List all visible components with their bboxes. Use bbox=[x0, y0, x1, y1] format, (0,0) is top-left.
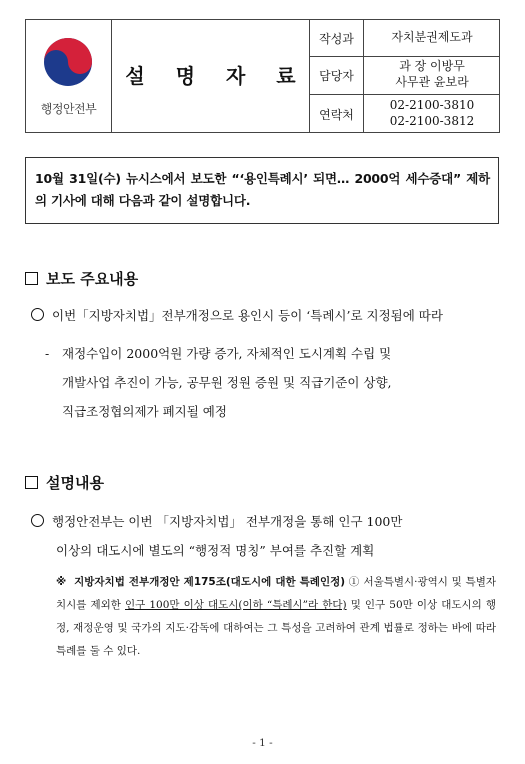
page-number: - 1 - bbox=[252, 737, 273, 749]
label-author-dept: 작성과 bbox=[319, 32, 354, 46]
section1-sub-line-1: 재정수입이 2000억원 가량 증가, 자체적인 도시계획 수립 및 bbox=[62, 346, 392, 361]
section1-sub-dash: - bbox=[45, 346, 50, 361]
section1-bullet bbox=[31, 302, 501, 329]
square-bullet-icon bbox=[25, 272, 38, 285]
note-mark: ※ bbox=[56, 576, 67, 588]
section-heading-text: 보도 주요내용 bbox=[46, 270, 139, 288]
label-contact-person: 담당자 bbox=[319, 69, 354, 83]
section-heading-text: 설명내용 bbox=[46, 474, 104, 492]
taegeuk-emblem-icon bbox=[42, 36, 94, 88]
ministry-name: 행정안전부 bbox=[40, 102, 97, 116]
header-table bbox=[25, 19, 500, 133]
summary-box: 10월 31일(수) 뉴시스에서 보도한 “‘용인특례시’ 되면… 2000억 세수증대” 제하의 기사에 대해 다음과 같이 설명합니다. bbox=[25, 157, 499, 224]
section2-bullet-line-2: 이상의 대도시에 별도의 “행정적 명칭” 부여를 추진할 계획 bbox=[56, 543, 375, 558]
note-text-underlined: 인구 100만 이상 대도시(이하 “특례시”라 한다) bbox=[125, 599, 347, 611]
circle-bullet-icon bbox=[31, 308, 44, 321]
value-phone-2: 02-2100-3812 bbox=[389, 114, 475, 128]
value-contact-person-1: 과 장 이방무 bbox=[399, 59, 465, 73]
square-bullet-icon bbox=[25, 476, 38, 489]
label-phone: 연락처 bbox=[319, 108, 354, 122]
section1-bullet-text: 이번「지방자치법」전부개정으로 용인시 등이 ‘특례시’로 지정됨에 따라 bbox=[52, 308, 443, 323]
section-heading-explanation bbox=[25, 472, 104, 493]
note-text-pre: ① 서울특별시·광역시 및 특별자치시를 제외한 bbox=[56, 576, 496, 611]
law-note bbox=[56, 571, 496, 663]
section-heading-report bbox=[25, 268, 138, 289]
section1-sub-line-2: 개발사업 추진이 가능, 공무원 정원 증원 및 직급기준이 상향, bbox=[62, 375, 392, 390]
section1-sub-line-3: 직급조정협의제가 폐지될 예정 bbox=[62, 404, 227, 419]
circle-bullet-icon bbox=[31, 514, 44, 527]
value-contact-person-2: 사무관 윤보라 bbox=[395, 75, 469, 89]
section2-bullet-text: 행정안전부는 이번 「지방자치법」 전부개정을 통해 인구 100만 bbox=[52, 514, 403, 529]
section2-bullet-line-1 bbox=[31, 508, 501, 535]
value-phone-1: 02-2100-3810 bbox=[389, 98, 475, 112]
note-law-title: 지방자치법 전부개정안 제175조(대도시에 대한 특례인정) bbox=[74, 576, 346, 588]
note-text-post: 및 인구 50만 이상 대도시의 행정, 재정운영 및 국가의 지도·감독에 대하여는 그 특성을 고려하여 관계 법률로 정하는 바에 따라 특례를 둘 수 있다. bbox=[56, 599, 496, 657]
ministry-logo bbox=[26, 20, 111, 132]
document-title: 설 명 자 료 bbox=[125, 64, 308, 88]
value-author-dept: 자치분권제도과 bbox=[391, 30, 473, 44]
